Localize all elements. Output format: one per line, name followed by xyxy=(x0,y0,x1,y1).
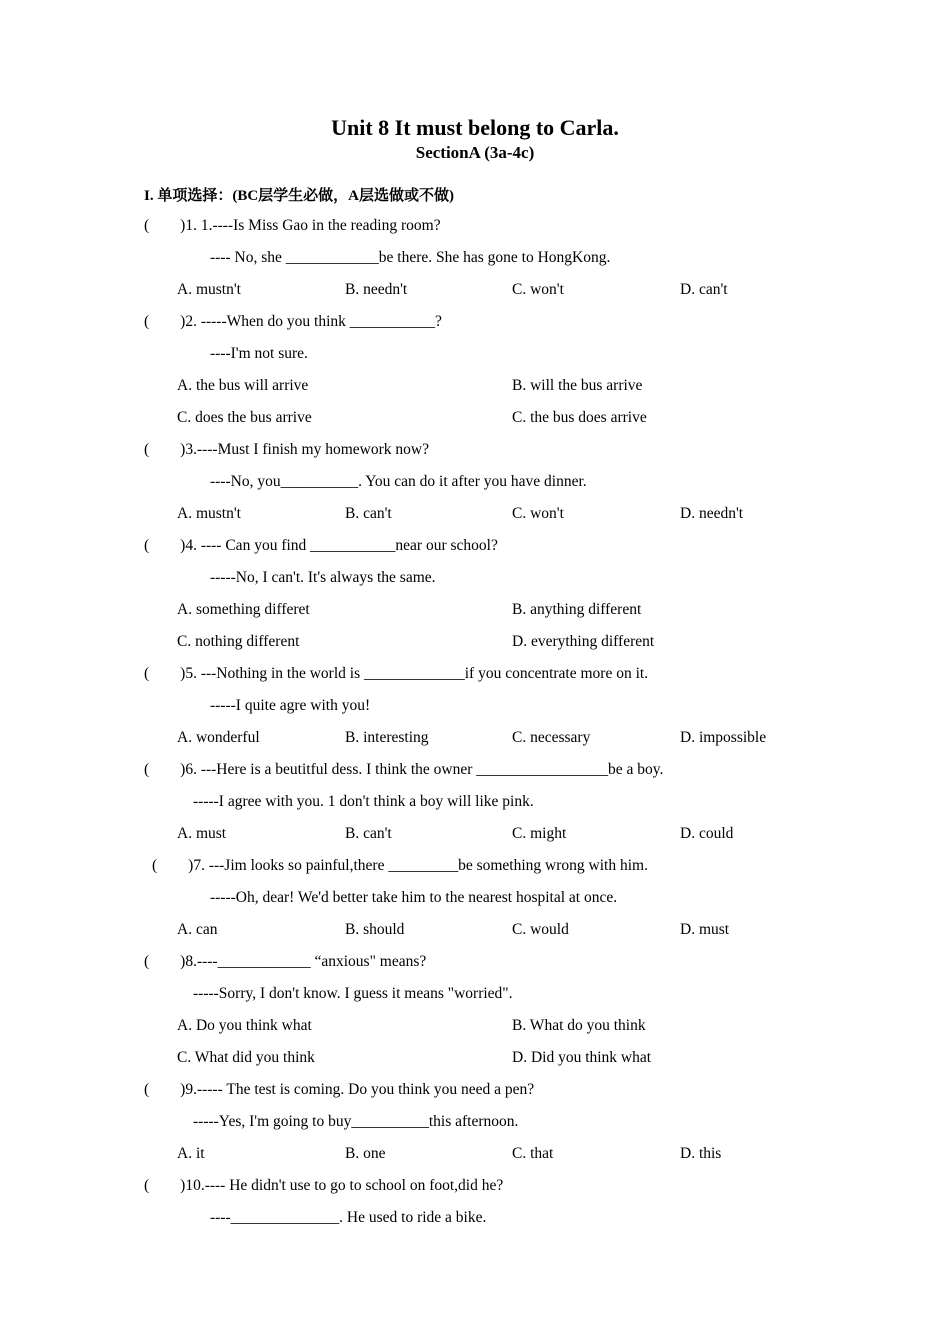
question-3-reply: ----No, you__________. You can do it after you have dinner. xyxy=(210,473,587,490)
page-title: Unit 8 It must belong to Carla. xyxy=(331,115,619,140)
question-2-option-b: B. will the bus arrive xyxy=(512,377,643,394)
question-2-option-a: A. the bus will arrive xyxy=(177,377,309,394)
question-2-stem: ( )2. -----When do you think ___________? xyxy=(144,313,442,330)
question-1-stem: ( )1. 1.----Is Miss Gao in the reading room? xyxy=(144,217,441,234)
question-10-stem: ( )10.---- He didn't use to go to school on foot,did he? xyxy=(144,1177,504,1194)
question-1-option-a: A. mustn't xyxy=(177,281,241,298)
question-5-option-b: B. interesting xyxy=(345,729,429,746)
question-9-option-d: D. this xyxy=(680,1145,722,1162)
question-8-option-a: A. Do you think what xyxy=(177,1017,312,1034)
question-5-option-a: A. wonderful xyxy=(177,729,260,746)
question-5-reply: -----I quite agre with you! xyxy=(210,697,371,714)
page-subtitle: SectionA (3a-4c) xyxy=(415,143,535,162)
question-7-option-a: A. can xyxy=(177,921,218,938)
section-heading: I. 单项选择：(BC层学生必做，A层选做或不做) xyxy=(144,188,454,204)
question-4-option-a: A. something differet xyxy=(177,601,310,618)
question-4-reply: -----No, I can't. It's always the same. xyxy=(210,569,436,586)
question-4-option-c: C. nothing different xyxy=(177,633,300,650)
question-6-reply: -----I agree with you. 1 don't think a boy will like pink. xyxy=(193,793,534,810)
question-6-stem: ( )6. ---Here is a beutitful dess. I think the owner _________________be a boy. xyxy=(144,761,664,778)
question-7-reply: -----Oh, dear! We'd better take him to the nearest hospital at once. xyxy=(210,889,618,906)
question-7-option-d: D. must xyxy=(680,921,730,938)
question-3-option-b: B. can't xyxy=(345,505,392,522)
question-3-option-a: A. mustn't xyxy=(177,505,241,522)
question-6-option-d: D. could xyxy=(680,825,734,842)
question-8-stem: ( )8.----____________ “anxious" means? xyxy=(144,953,427,970)
question-5-option-d: D. impossible xyxy=(680,729,767,746)
question-2-reply: ----I'm not sure. xyxy=(210,345,308,362)
question-9-stem: ( )9.----- The test is coming. Do you think you need a pen? xyxy=(144,1081,535,1098)
question-5-option-c: C. necessary xyxy=(512,729,591,746)
question-6-option-b: B. can't xyxy=(345,825,392,842)
question-9-option-a: A. it xyxy=(177,1145,205,1162)
question-4-option-b: B. anything different xyxy=(512,601,642,618)
question-7-stem: ( )7. ---Jim looks so painful,there _________be something wrong with him. xyxy=(152,857,648,874)
question-2-option-d: C. the bus does arrive xyxy=(512,409,647,426)
question-3-option-d: D. needn't xyxy=(680,505,744,522)
question-3-stem: ( )3.----Must I finish my homework now? xyxy=(144,441,429,458)
question-1-option-c: C. won't xyxy=(512,281,564,298)
question-2-option-c: C. does the bus arrive xyxy=(177,409,312,426)
question-9-option-b: B. one xyxy=(345,1145,386,1162)
question-1-option-d: D. can't xyxy=(680,281,728,298)
question-1-option-b: B. needn't xyxy=(345,281,408,298)
question-4-stem: ( )4. ---- Can you find ___________near our school? xyxy=(144,537,498,554)
question-10-reply: ----______________. He used to ride a bike. xyxy=(210,1209,487,1226)
question-7-option-c: C. would xyxy=(512,921,569,938)
question-8-option-c: C. What did you think xyxy=(177,1049,315,1066)
question-3-option-c: C. won't xyxy=(512,505,564,522)
question-6-option-a: A. must xyxy=(177,825,227,842)
question-9-reply: -----Yes, I'm going to buy__________this afternoon. xyxy=(193,1113,519,1130)
question-1-reply: ---- No, she ____________be there. She has gone to HongKong. xyxy=(210,249,611,266)
question-8-option-b: B. What do you think xyxy=(512,1017,646,1034)
question-7-option-b: B. should xyxy=(345,921,405,938)
question-6-option-c: C. might xyxy=(512,825,567,842)
question-5-stem: ( )5. ---Nothing in the world is _____________if you concentrate more on it. xyxy=(144,665,649,682)
question-4-option-d: D. everything different xyxy=(512,633,655,650)
question-9-option-c: C. that xyxy=(512,1145,554,1162)
question-8-reply: -----Sorry, I don't know. I guess it means "worried". xyxy=(193,985,513,1002)
question-8-option-d: D. Did you think what xyxy=(512,1049,652,1066)
